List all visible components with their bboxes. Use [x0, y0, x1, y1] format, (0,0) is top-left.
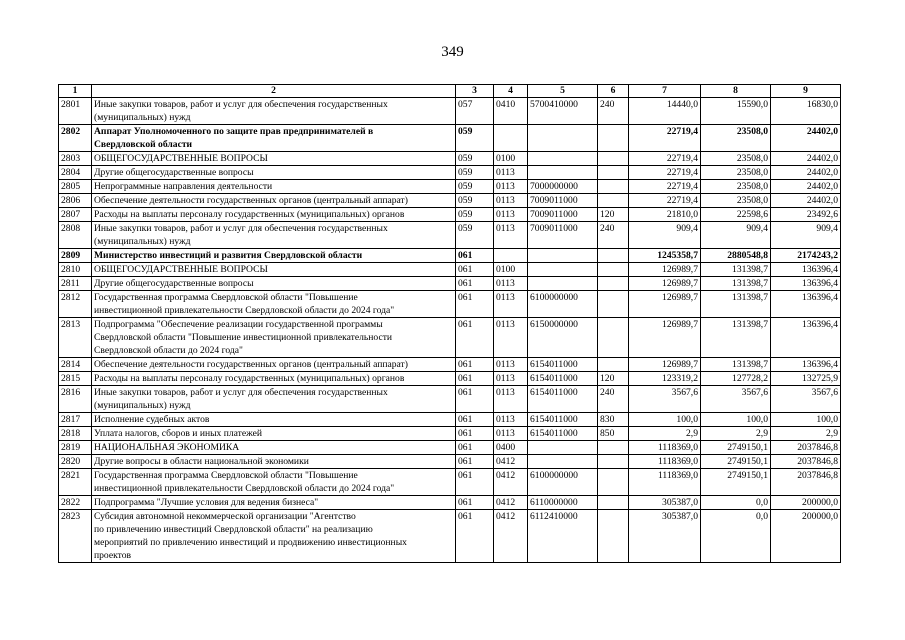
amount-year2-cell: 23508,0 [701, 152, 771, 166]
amount-year2-cell: 100,0 [701, 413, 771, 427]
row-name-line: инвестиционной привлекательности Свердловской области до 2024 года" [94, 305, 395, 316]
ministry-code-cell: 061 [456, 386, 494, 413]
row-name-cell [92, 318, 456, 358]
row-name-line: Аппарат Уполномоченного по защите прав предпринимателей в [94, 126, 374, 137]
expense-type-cell [598, 277, 629, 291]
target-article-cell [528, 152, 598, 166]
row-name-line: мероприятий по привлечению инвестиций и продвижению инвестиционных [94, 537, 407, 548]
expense-type-cell: 120 [598, 208, 629, 222]
section-code-cell: 0113 [494, 194, 528, 208]
table-row [59, 152, 841, 166]
amount-year2-cell: 127728,2 [701, 372, 771, 386]
row-name-cell [92, 413, 456, 427]
target-article-cell: 6100000000 [528, 469, 598, 496]
row-number-cell: 2807 [59, 208, 92, 222]
amount-year3-cell: 200000,0 [771, 496, 841, 510]
amount-year3-cell: 2,9 [771, 427, 841, 441]
target-article-cell: 6112410000 [528, 510, 598, 563]
expense-type-cell: 240 [598, 98, 629, 125]
amount-year1-cell: 1118369,0 [629, 455, 701, 469]
target-article-cell: 6154011000 [528, 358, 598, 372]
column-header: 5 [528, 85, 598, 98]
expense-type-cell [598, 358, 629, 372]
row-name-line: НАЦИОНАЛЬНАЯ ЭКОНОМИКА [94, 442, 240, 453]
target-article-cell [528, 125, 598, 152]
row-name-cell [92, 358, 456, 372]
amount-year3-cell: 136396,4 [771, 263, 841, 277]
table-row [59, 180, 841, 194]
amount-year3-cell: 16830,0 [771, 98, 841, 125]
amount-year3-cell: 24402,0 [771, 194, 841, 208]
amount-year2-cell: 131398,7 [701, 277, 771, 291]
row-number-cell: 2801 [59, 98, 92, 125]
row-number-cell: 2803 [59, 152, 92, 166]
row-name-line: Иные закупки товаров, работ и услуг для обеспечения государственных [94, 99, 388, 110]
target-article-cell: 6150000000 [528, 318, 598, 358]
table-row [59, 208, 841, 222]
expense-type-cell [598, 496, 629, 510]
amount-year1-cell: 126989,7 [629, 277, 701, 291]
row-name-line: Свердловской области до 2024 года" [94, 345, 243, 356]
target-article-cell: 5700410000 [528, 98, 598, 125]
expense-type-cell: 850 [598, 427, 629, 441]
page-number: 349 [441, 44, 464, 60]
amount-year1-cell: 305387,0 [629, 496, 701, 510]
amount-year2-cell: 131398,7 [701, 291, 771, 318]
column-header: 2 [92, 85, 456, 98]
section-code-cell: 0113 [494, 208, 528, 222]
amount-year3-cell: 2037846,8 [771, 455, 841, 469]
row-name-cell [92, 249, 456, 263]
expense-type-cell: 830 [598, 413, 629, 427]
ministry-code-cell: 061 [456, 372, 494, 386]
row-number-cell: 2808 [59, 222, 92, 249]
amount-year2-cell: 2880548,8 [701, 249, 771, 263]
row-number-cell: 2813 [59, 318, 92, 358]
table-row [59, 386, 841, 413]
row-name-cell [92, 441, 456, 455]
row-name-cell [92, 222, 456, 249]
amount-year3-cell: 200000,0 [771, 510, 841, 563]
expense-type-cell [598, 469, 629, 496]
table-row [59, 469, 841, 496]
ministry-code-cell: 061 [456, 469, 494, 496]
section-code-cell: 0400 [494, 441, 528, 455]
expense-type-cell [598, 510, 629, 563]
row-name-line: инвестиционной привлекательности Свердловской области до 2024 года" [94, 483, 395, 494]
row-number-cell: 2816 [59, 386, 92, 413]
row-name-cell [92, 386, 456, 413]
column-header: 4 [494, 85, 528, 98]
row-name-line: по привлечению инвестиций Свердловской области" на реализацию [94, 524, 373, 535]
table-row [59, 166, 841, 180]
amount-year1-cell: 909,4 [629, 222, 701, 249]
table-row [59, 125, 841, 152]
amount-year3-cell: 24402,0 [771, 152, 841, 166]
amount-year3-cell: 2037846,8 [771, 469, 841, 496]
table-row [59, 291, 841, 318]
table-row [59, 510, 841, 563]
row-number-cell: 2805 [59, 180, 92, 194]
target-article-cell [528, 277, 598, 291]
row-name-cell [92, 208, 456, 222]
section-code-cell [494, 125, 528, 152]
column-header: 3 [456, 85, 494, 98]
amount-year1-cell: 100,0 [629, 413, 701, 427]
expense-type-cell [598, 263, 629, 277]
section-code-cell: 0412 [494, 469, 528, 496]
ministry-code-cell: 061 [456, 455, 494, 469]
expense-type-cell: 240 [598, 222, 629, 249]
amount-year1-cell: 3567,6 [629, 386, 701, 413]
ministry-code-cell: 061 [456, 427, 494, 441]
amount-year3-cell: 100,0 [771, 413, 841, 427]
amount-year2-cell: 0,0 [701, 496, 771, 510]
row-number-cell: 2821 [59, 469, 92, 496]
amount-year2-cell: 2749150,1 [701, 469, 771, 496]
row-name-line: Уплата налогов, сборов и иных платежей [94, 428, 263, 439]
amount-year3-cell: 24402,0 [771, 166, 841, 180]
row-number-cell: 2822 [59, 496, 92, 510]
amount-year1-cell: 126989,7 [629, 358, 701, 372]
row-name-cell [92, 194, 456, 208]
ministry-code-cell: 061 [456, 249, 494, 263]
budget-table [58, 84, 841, 563]
amount-year3-cell: 23492,6 [771, 208, 841, 222]
row-name-line: Государственная программа Свердловской области "Повышение [94, 292, 358, 303]
amount-year2-cell: 15590,0 [701, 98, 771, 125]
target-article-cell: 7000000000 [528, 180, 598, 194]
expense-type-cell [598, 291, 629, 318]
header-row [59, 85, 841, 98]
row-name-line: ОБЩЕГОСУДАРСТВЕННЫЕ ВОПРОСЫ [94, 153, 268, 164]
row-name-line: (муниципальных) нужд [94, 236, 191, 247]
amount-year2-cell: 23508,0 [701, 125, 771, 152]
expense-type-cell [598, 441, 629, 455]
amount-year1-cell: 14440,0 [629, 98, 701, 125]
target-article-cell [528, 166, 598, 180]
row-name-cell [92, 277, 456, 291]
row-name-cell [92, 166, 456, 180]
section-code-cell: 0113 [494, 372, 528, 386]
ministry-code-cell: 061 [456, 510, 494, 563]
target-article-cell [528, 263, 598, 277]
amount-year3-cell: 132725,9 [771, 372, 841, 386]
row-name-cell [92, 427, 456, 441]
section-code-cell: 0113 [494, 166, 528, 180]
ministry-code-cell: 061 [456, 277, 494, 291]
row-number-cell: 2823 [59, 510, 92, 563]
row-name-line: Подпрограмма "Обеспечение реализации государственной программы [94, 319, 383, 330]
table-row [59, 358, 841, 372]
table-row [59, 496, 841, 510]
row-number-cell: 2810 [59, 263, 92, 277]
table-row [59, 277, 841, 291]
ministry-code-cell: 059 [456, 166, 494, 180]
column-header: 7 [629, 85, 701, 98]
amount-year2-cell: 131398,7 [701, 358, 771, 372]
row-name-line: (муниципальных) нужд [94, 112, 191, 123]
expense-type-cell [598, 194, 629, 208]
expense-type-cell [598, 455, 629, 469]
amount-year2-cell: 2749150,1 [701, 455, 771, 469]
table-row [59, 194, 841, 208]
target-article-cell: 7009011000 [528, 222, 598, 249]
expense-type-cell [598, 166, 629, 180]
amount-year1-cell: 1118369,0 [629, 441, 701, 455]
ministry-code-cell: 057 [456, 98, 494, 125]
target-article-cell: 6154011000 [528, 413, 598, 427]
ministry-code-cell: 061 [456, 413, 494, 427]
table-row [59, 318, 841, 358]
row-name-cell [92, 180, 456, 194]
row-number-cell: 2817 [59, 413, 92, 427]
row-name-line: ОБЩЕГОСУДАРСТВЕННЫЕ ВОПРОСЫ [94, 264, 268, 275]
section-code-cell: 0100 [494, 263, 528, 277]
amount-year1-cell: 22719,4 [629, 125, 701, 152]
table-row [59, 455, 841, 469]
table-row [59, 98, 841, 125]
column-header: 6 [598, 85, 629, 98]
target-article-cell: 6154011000 [528, 427, 598, 441]
row-name-line: Субсидия автономной некоммерческой организации "Агентство [94, 511, 356, 522]
row-name-cell [92, 263, 456, 277]
row-name-line: Свердловской области [94, 139, 193, 150]
row-name-cell [92, 152, 456, 166]
target-article-cell: 7009011000 [528, 208, 598, 222]
amount-year2-cell: 2749150,1 [701, 441, 771, 455]
amount-year3-cell: 136396,4 [771, 291, 841, 318]
row-name-line: проектов [94, 550, 132, 561]
row-name-cell [92, 372, 456, 386]
row-number-cell: 2818 [59, 427, 92, 441]
amount-year2-cell: 23508,0 [701, 180, 771, 194]
column-header: 1 [59, 85, 92, 98]
target-article-cell [528, 249, 598, 263]
row-name-line: Другие общегосударственные вопросы [94, 278, 254, 289]
amount-year3-cell: 136396,4 [771, 318, 841, 358]
table-row [59, 427, 841, 441]
section-code-cell: 0113 [494, 386, 528, 413]
section-code-cell: 0412 [494, 496, 528, 510]
target-article-cell: 6100000000 [528, 291, 598, 318]
amount-year2-cell: 131398,7 [701, 263, 771, 277]
expense-type-cell [598, 249, 629, 263]
section-code-cell: 0113 [494, 427, 528, 441]
section-code-cell: 0113 [494, 180, 528, 194]
row-name-line: Другие вопросы в области национальной экономики [94, 456, 309, 467]
amount-year1-cell: 22719,4 [629, 166, 701, 180]
ministry-code-cell: 061 [456, 441, 494, 455]
section-code-cell: 0113 [494, 358, 528, 372]
amount-year1-cell: 126989,7 [629, 263, 701, 277]
amount-year3-cell: 24402,0 [771, 125, 841, 152]
row-number-cell: 2815 [59, 372, 92, 386]
amount-year2-cell: 909,4 [701, 222, 771, 249]
section-code-cell: 0100 [494, 152, 528, 166]
row-name-cell [92, 98, 456, 125]
ministry-code-cell: 059 [456, 180, 494, 194]
amount-year1-cell: 126989,7 [629, 291, 701, 318]
expense-type-cell [598, 125, 629, 152]
expense-type-cell: 240 [598, 386, 629, 413]
row-name-line: Иные закупки товаров, работ и услуг для обеспечения государственных [94, 387, 388, 398]
ministry-code-cell: 061 [456, 358, 494, 372]
column-header: 8 [701, 85, 771, 98]
row-name-line: Расходы на выплаты персоналу государственных (муниципальных) органов [94, 373, 405, 384]
amount-year3-cell: 136396,4 [771, 277, 841, 291]
column-header: 9 [771, 85, 841, 98]
row-name-cell [92, 291, 456, 318]
row-number-cell: 2819 [59, 441, 92, 455]
row-number-cell: 2812 [59, 291, 92, 318]
row-name-cell [92, 125, 456, 152]
amount-year3-cell: 3567,6 [771, 386, 841, 413]
amount-year2-cell: 23508,0 [701, 166, 771, 180]
row-name-line: Свердловской области "Повышение инвестиционной привлекательности [94, 332, 393, 343]
row-number-cell: 2804 [59, 166, 92, 180]
table-row [59, 249, 841, 263]
target-article-cell: 7009011000 [528, 194, 598, 208]
amount-year2-cell: 22598,6 [701, 208, 771, 222]
amount-year2-cell: 23508,0 [701, 194, 771, 208]
target-article-cell [528, 441, 598, 455]
amount-year1-cell: 1245358,7 [629, 249, 701, 263]
amount-year3-cell: 2037846,8 [771, 441, 841, 455]
section-code-cell: 0412 [494, 510, 528, 563]
ministry-code-cell: 059 [456, 222, 494, 249]
table-row [59, 413, 841, 427]
section-code-cell: 0113 [494, 413, 528, 427]
ministry-code-cell: 059 [456, 194, 494, 208]
row-name-line: Расходы на выплаты персоналу государственных (муниципальных) органов [94, 209, 405, 220]
expense-type-cell [598, 152, 629, 166]
row-name-line: Государственная программа Свердловской области "Повышение [94, 470, 358, 481]
row-name-cell [92, 510, 456, 563]
amount-year1-cell: 22719,4 [629, 194, 701, 208]
target-article-cell [528, 455, 598, 469]
row-name-line: Подпрограмма "Лучшие условия для ведения бизнеса" [94, 497, 319, 508]
target-article-cell: 6154011000 [528, 386, 598, 413]
section-code-cell: 0113 [494, 222, 528, 249]
amount-year1-cell: 2,9 [629, 427, 701, 441]
section-code-cell: 0412 [494, 455, 528, 469]
amount-year3-cell: 2174243,2 [771, 249, 841, 263]
row-name-line: Исполнение судебных актов [94, 414, 210, 425]
expense-type-cell: 120 [598, 372, 629, 386]
row-name-line: Непрограммные направления деятельности [94, 181, 273, 192]
expense-type-cell [598, 180, 629, 194]
section-code-cell: 0113 [494, 318, 528, 358]
table-row [59, 263, 841, 277]
row-name-line: (муниципальных) нужд [94, 400, 191, 411]
expense-type-cell [598, 318, 629, 358]
amount-year1-cell: 1118369,0 [629, 469, 701, 496]
amount-year1-cell: 123319,2 [629, 372, 701, 386]
amount-year2-cell: 0,0 [701, 510, 771, 563]
ministry-code-cell: 061 [456, 291, 494, 318]
row-name-line: Другие общегосударственные вопросы [94, 167, 254, 178]
row-name-cell [92, 496, 456, 510]
row-number-cell: 2806 [59, 194, 92, 208]
row-name-cell [92, 455, 456, 469]
ministry-code-cell: 061 [456, 263, 494, 277]
ministry-code-cell: 061 [456, 496, 494, 510]
amount-year3-cell: 24402,0 [771, 180, 841, 194]
section-code-cell [494, 249, 528, 263]
ministry-code-cell: 059 [456, 125, 494, 152]
amount-year2-cell: 2,9 [701, 427, 771, 441]
row-number-cell: 2820 [59, 455, 92, 469]
amount-year1-cell: 21810,0 [629, 208, 701, 222]
row-number-cell: 2809 [59, 249, 92, 263]
amount-year2-cell: 3567,6 [701, 386, 771, 413]
ministry-code-cell: 059 [456, 152, 494, 166]
section-code-cell: 0113 [494, 277, 528, 291]
row-name-cell [92, 469, 456, 496]
amount-year1-cell: 126989,7 [629, 318, 701, 358]
section-code-cell: 0113 [494, 291, 528, 318]
target-article-cell: 6154011000 [528, 372, 598, 386]
amount-year1-cell: 305387,0 [629, 510, 701, 563]
row-name-line: Обеспечение деятельности государственных органов (центральный аппарат) [94, 359, 408, 370]
row-number-cell: 2811 [59, 277, 92, 291]
ministry-code-cell: 061 [456, 318, 494, 358]
amount-year3-cell: 909,4 [771, 222, 841, 249]
amount-year2-cell: 131398,7 [701, 318, 771, 358]
amount-year1-cell: 22719,4 [629, 180, 701, 194]
ministry-code-cell: 059 [456, 208, 494, 222]
table-row [59, 372, 841, 386]
section-code-cell: 0410 [494, 98, 528, 125]
table-row [59, 441, 841, 455]
row-number-cell: 2802 [59, 125, 92, 152]
row-number-cell: 2814 [59, 358, 92, 372]
target-article-cell: 6110000000 [528, 496, 598, 510]
row-name-line: Иные закупки товаров, работ и услуг для обеспечения государственных [94, 223, 388, 234]
amount-year1-cell: 22719,4 [629, 152, 701, 166]
amount-year3-cell: 136396,4 [771, 358, 841, 372]
row-name-line: Обеспечение деятельности государственных органов (центральный аппарат) [94, 195, 408, 206]
row-name-line: Министерство инвестиций и развития Свердловской области [94, 250, 363, 261]
table-row [59, 222, 841, 249]
